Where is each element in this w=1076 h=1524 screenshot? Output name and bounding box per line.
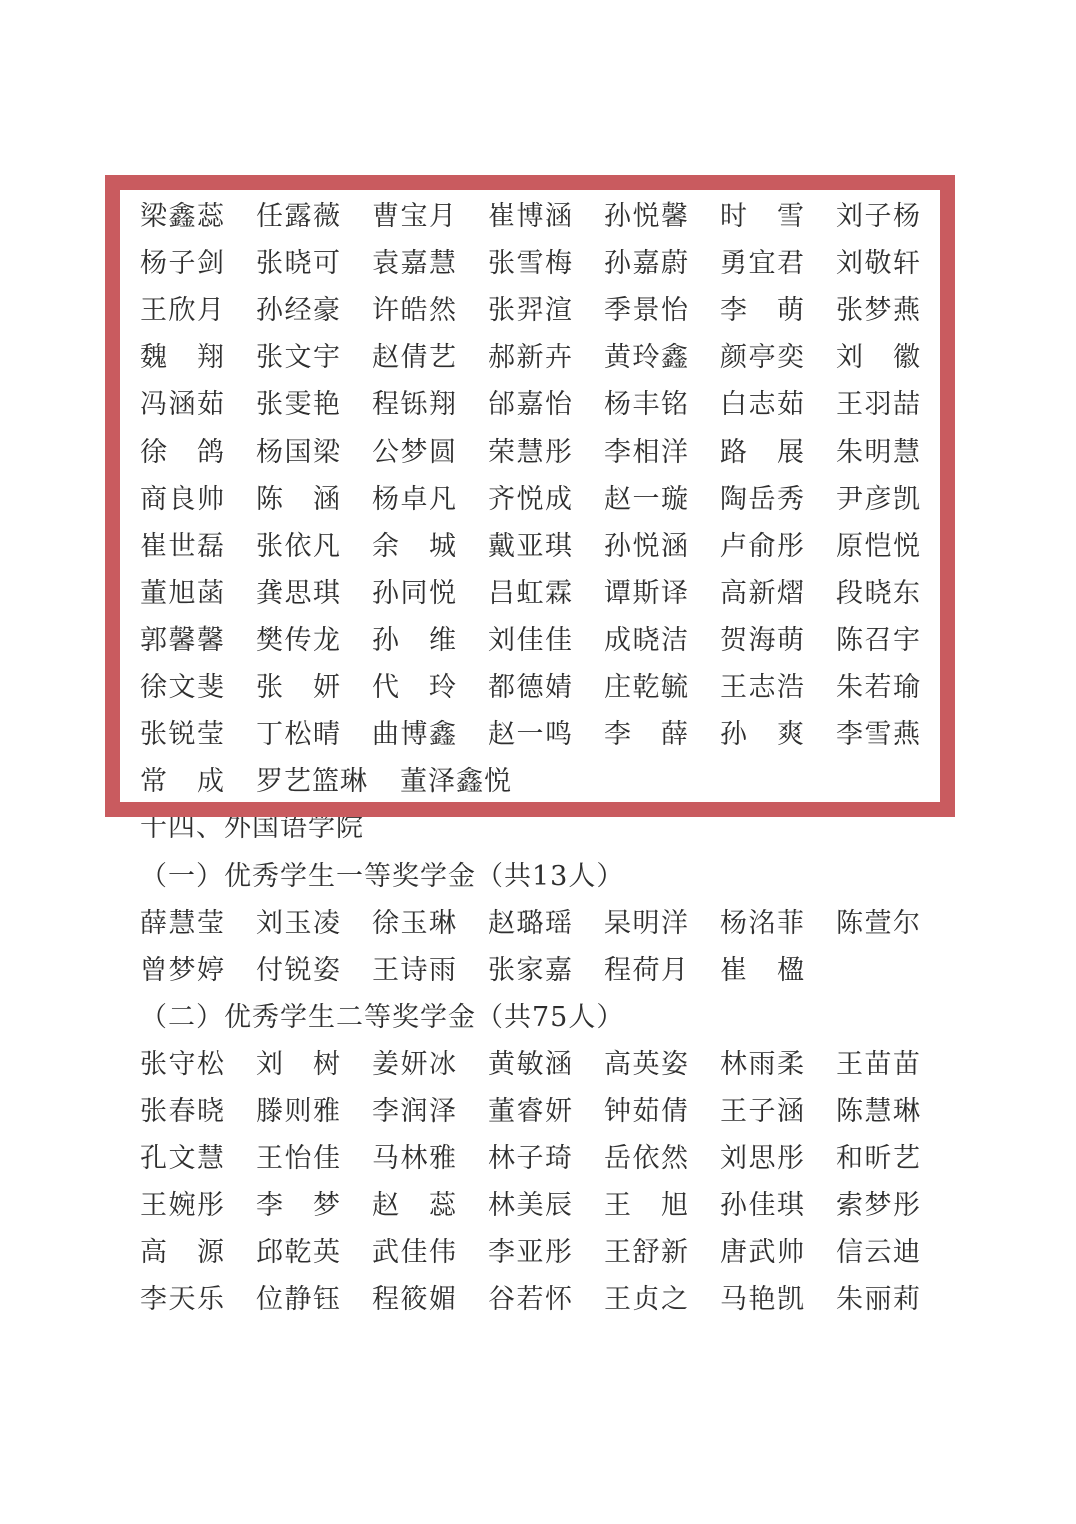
section-title: 十四、外国语学院: [140, 812, 364, 843]
student-name: 黄玲鑫: [604, 342, 688, 374]
student-name: 孙爽: [720, 719, 804, 751]
student-name: 刘思彤: [720, 1143, 804, 1174]
student-name: 董旭菡: [140, 577, 224, 609]
student-name: 任露薇: [256, 201, 340, 232]
student-name: 孙悦涵: [604, 530, 688, 562]
name-row: [140, 385, 920, 425]
student-name: 崔博涵: [488, 201, 572, 232]
student-name: 王苗苗: [836, 1049, 920, 1080]
student-name: 张晓可: [256, 248, 340, 280]
name-row: [140, 1233, 920, 1273]
student-name: 商良帅: [140, 483, 224, 515]
student-name: 赵一璇: [604, 483, 688, 515]
student-name: 滕则雅: [256, 1096, 340, 1127]
student-name: 杨洺菲: [720, 908, 804, 939]
student-name: 魏翔: [140, 342, 224, 374]
student-name: 常成: [140, 766, 224, 798]
student-name: 张春晓: [140, 1096, 224, 1127]
student-name: 刘玉凌: [256, 908, 340, 939]
student-name: 李梦: [256, 1190, 340, 1221]
student-name: 王子涵: [720, 1096, 804, 1127]
student-name: 张梦燕: [836, 295, 920, 327]
student-name: 林子琦: [488, 1143, 572, 1174]
student-name: 李润泽: [372, 1096, 456, 1127]
student-name: 王贞之: [604, 1284, 688, 1315]
student-name: 龚思琪: [256, 577, 340, 609]
student-name: 姜妍冰: [372, 1049, 456, 1080]
student-name: 朱若瑜: [836, 672, 920, 703]
student-name: 戴亚琪: [488, 530, 572, 562]
student-name: 赵倩艺: [372, 342, 456, 374]
student-name: 马艳凯: [720, 1284, 804, 1315]
student-name: 岳依然: [604, 1143, 688, 1174]
student-name: 孙佳琪: [720, 1190, 804, 1221]
student-name: 张雪梅: [488, 248, 572, 280]
student-name: 杨子剑: [140, 248, 224, 280]
student-name: 李薛: [604, 719, 688, 751]
student-name: 曹宝月: [372, 201, 456, 232]
name-row: [140, 951, 804, 991]
name-row: [140, 244, 920, 284]
student-name: 袁嘉慧: [372, 248, 456, 280]
student-name: 赵璐瑶: [488, 908, 572, 939]
student-name: 王怡佳: [256, 1143, 340, 1174]
name-row: [140, 1186, 920, 1226]
student-name: 代玲: [372, 672, 456, 703]
student-name: 时雪: [720, 201, 804, 232]
student-name: 朱明慧: [836, 436, 920, 468]
student-name: 林美辰: [488, 1190, 572, 1221]
student-name: 张锐莹: [140, 719, 224, 751]
student-name: 信云迪: [836, 1237, 920, 1268]
student-name: 谭斯译: [604, 577, 688, 609]
student-name: 张家嘉: [488, 955, 572, 986]
student-name: 陈涵: [256, 483, 340, 515]
student-name: 崔世磊: [140, 530, 224, 562]
student-name: 张依凡: [256, 530, 340, 562]
student-name: 成晓洁: [604, 624, 688, 656]
student-name: 董泽鑫悦: [400, 766, 512, 798]
student-name: 王欣月: [140, 295, 224, 327]
student-name: 许皓然: [372, 295, 456, 327]
student-name: 庄乾毓: [604, 672, 688, 703]
student-name: 张雯艳: [256, 389, 340, 421]
student-name: 徐玉琳: [372, 908, 456, 939]
student-name: 高源: [140, 1237, 224, 1268]
student-name: 刘子杨: [836, 201, 920, 232]
student-name: 张守松: [140, 1049, 224, 1080]
student-name: 王旭: [604, 1190, 688, 1221]
student-name: 李天乐: [140, 1284, 224, 1315]
name-row: [140, 762, 512, 802]
student-name: 孙经豪: [256, 295, 340, 327]
student-name: 季景怡: [604, 295, 688, 327]
student-name: 孙同悦: [372, 577, 456, 609]
student-name: 齐悦成: [488, 483, 572, 515]
student-name: 程荷月: [604, 955, 688, 986]
student-name: 李相洋: [604, 436, 688, 468]
name-row: [140, 715, 920, 755]
student-name: 刘敬轩: [836, 248, 920, 280]
student-name: 张羿渲: [488, 295, 572, 327]
name-row: [140, 338, 920, 378]
student-name: 张文宇: [256, 342, 340, 374]
student-name: 高英姿: [604, 1049, 688, 1080]
name-row: [140, 480, 920, 520]
name-row: [140, 904, 920, 944]
student-name: 李亚彤: [488, 1237, 572, 1268]
student-name: 高新熠: [720, 577, 804, 609]
student-name: 程铄翔: [372, 389, 456, 421]
student-name: 白志茹: [720, 389, 804, 421]
first-prize-heading: （一）优秀学生一等奖学金（共13人）: [140, 861, 625, 892]
student-name: 孙嘉蔚: [604, 248, 688, 280]
student-name: 丁松晴: [256, 719, 340, 751]
student-name: 勇宜君: [720, 248, 804, 280]
student-name: 邰嘉怡: [488, 389, 572, 421]
student-name: 李雪燕: [836, 719, 920, 751]
student-name: 徐鸽: [140, 436, 224, 468]
student-name: 孔文慧: [140, 1143, 224, 1174]
student-name: 徐文斐: [140, 672, 224, 703]
student-name: 董睿妍: [488, 1096, 572, 1127]
student-name: 曲博鑫: [372, 719, 456, 751]
student-name: 罗艺篮琳: [256, 766, 368, 798]
student-name: 刘徽: [836, 342, 920, 374]
student-name: 和昕艺: [836, 1143, 920, 1174]
student-name: 冯涵茹: [140, 389, 224, 421]
student-name: 林雨柔: [720, 1049, 804, 1080]
student-name: 王志浩: [720, 672, 804, 703]
name-row: [140, 668, 920, 708]
name-row: [140, 1280, 920, 1320]
student-name: 张妍: [256, 672, 340, 703]
student-name: 付锐姿: [256, 955, 340, 986]
student-name: 王婉彤: [140, 1190, 224, 1221]
student-name: 孙悦馨: [604, 201, 688, 232]
student-name: 崔楹: [720, 955, 804, 986]
student-name: 余城: [372, 530, 456, 562]
student-name: 路展: [720, 436, 804, 468]
student-name: 陶岳秀: [720, 483, 804, 515]
student-name: 都德婧: [488, 672, 572, 703]
name-row: [140, 197, 920, 237]
student-name: 武佳伟: [372, 1237, 456, 1268]
student-name: 陈慧琳: [836, 1096, 920, 1127]
name-row: [140, 574, 920, 614]
student-name: 位静钰: [256, 1284, 340, 1315]
student-name: 梁鑫蕊: [140, 201, 224, 232]
student-name: 王舒新: [604, 1237, 688, 1268]
student-name: 杨卓凡: [372, 483, 456, 515]
student-name: 王羽喆: [836, 389, 920, 421]
student-name: 孙维: [372, 624, 456, 656]
student-name: 杨丰铭: [604, 389, 688, 421]
student-name: 王诗雨: [372, 955, 456, 986]
student-name: 贺海萌: [720, 624, 804, 656]
student-name: 钟茹倩: [604, 1096, 688, 1127]
name-row: [140, 1139, 920, 1179]
student-name: 卢俞彤: [720, 530, 804, 562]
student-name: 郭馨馨: [140, 624, 224, 656]
student-name: 朱丽莉: [836, 1284, 920, 1315]
student-name: 杲明洋: [604, 908, 688, 939]
name-row: [140, 433, 920, 473]
student-name: 荣慧彤: [488, 436, 572, 468]
student-name: 陈萱尔: [836, 908, 920, 939]
student-name: 黄敏涵: [488, 1049, 572, 1080]
student-name: 曾梦婷: [140, 955, 224, 986]
student-name: 刘树: [256, 1049, 340, 1080]
student-name: 尹彦凯: [836, 483, 920, 515]
student-name: 刘佳佳: [488, 624, 572, 656]
student-name: 樊传龙: [256, 624, 340, 656]
student-name: 赵一鸣: [488, 719, 572, 751]
student-name: 郝新卉: [488, 342, 572, 374]
student-name: 薛慧莹: [140, 908, 224, 939]
name-row: [140, 1045, 920, 1085]
student-name: 陈召宇: [836, 624, 920, 656]
student-name: 马林雅: [372, 1143, 456, 1174]
student-name: 颜亭奕: [720, 342, 804, 374]
student-name: 索梦彤: [836, 1190, 920, 1221]
name-row: [140, 527, 920, 567]
student-name: 程筱媚: [372, 1284, 456, 1315]
student-name: 段晓东: [836, 577, 920, 609]
name-row: [140, 1092, 920, 1132]
student-name: 原恺悦: [836, 530, 920, 562]
student-name: 赵蕊: [372, 1190, 456, 1221]
second-prize-heading: （二）优秀学生二等奖学金（共75人）: [140, 1002, 625, 1033]
student-name: 邱乾英: [256, 1237, 340, 1268]
name-row: [140, 291, 920, 331]
student-name: 公梦圆: [372, 436, 456, 468]
student-name: 谷若怀: [488, 1284, 572, 1315]
student-name: 李萌: [720, 295, 804, 327]
student-name: 吕虹霖: [488, 577, 572, 609]
student-name: 杨国梁: [256, 436, 340, 468]
name-row: [140, 621, 920, 661]
student-name: 唐武帅: [720, 1237, 804, 1268]
